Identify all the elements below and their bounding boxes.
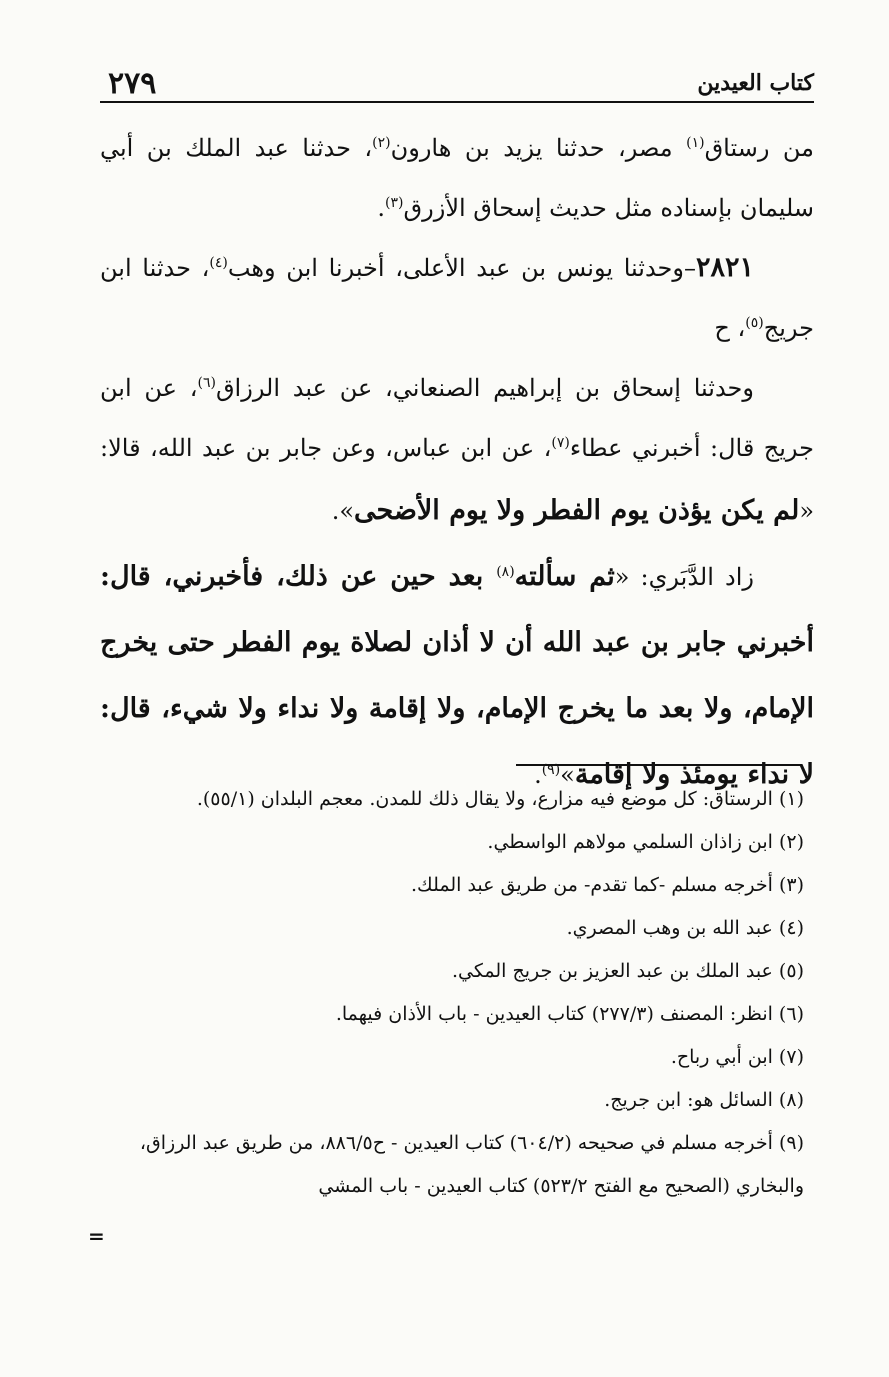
text-run: . (377, 194, 386, 222)
paragraph-continuation (100, 118, 814, 238)
footnote-1: (١) الرستاق: كل موضع فيه مزارع، ولا يقال ذلك للمدن. معجم البلدان (٥٥/١). (196, 788, 804, 810)
hadith-matn: لم يكن يؤذن يوم الفطر ولا يوم الأضحى (354, 495, 800, 526)
text-run: وحدثنا إسحاق بن إبراهيم الصنعاني، عن عبد الرزاق (215, 374, 754, 402)
hadith-number: ٢٨٢١ (695, 252, 754, 283)
text-run: مصر، حدثنا يزيد بن هارون (390, 134, 687, 162)
footnotes (100, 778, 814, 1208)
text-run: ، ح (714, 314, 746, 342)
isnad-paragraph (100, 358, 814, 544)
text-run: ». (331, 497, 355, 525)
footnote-7: (٧) ابن أبي رباح. (670, 1046, 804, 1068)
footnote-5: (٥) عبد الملك بن عبد العزيز بن جريج المكي. (451, 960, 804, 982)
footnote-ref[interactable]: (٨) (496, 564, 515, 580)
footnote-ref[interactable]: (٤) (209, 255, 228, 271)
page-number: ٢٧٩ (108, 66, 157, 101)
continuation-mark: = (88, 1224, 105, 1248)
text-run: » (560, 761, 575, 789)
footnote-ref[interactable]: (١) (686, 135, 705, 151)
hadith-matn: ثم سألته (514, 561, 615, 592)
footnote-separator (516, 764, 802, 766)
text-run: ، حدثنا ابن جريج (100, 254, 814, 342)
footnote-ref[interactable]: (٢) (372, 135, 391, 151)
footnote-8: (٨) السائل هو: ابن جريج. (604, 1089, 804, 1111)
hadith-matn: بعد حين عن ذلك، فأخبرني، قال: أخبرني جابر بن عبد الله أن لا أذان لصلاة يوم الفطر حتى يخرج الإمام، ولا بعد ما يخرج الإمام، ولا إقامة ولا نداء ولا شيء، قال: لا نداء يومئذ ولا إقامة (100, 561, 814, 790)
footnote-3: (٣) أخرجه مسلم -كما تقدم- من طريق عبد الملك. (411, 874, 804, 896)
chapter-title: كتاب العيدين (697, 70, 814, 96)
page-header (100, 66, 814, 102)
footnote-4: (٤) عبد الله بن وهب المصري. (566, 917, 804, 939)
main-text (100, 118, 814, 808)
text-run: زاد الدَّبَري: « (614, 563, 754, 591)
text-run: ، عن ابن عباس، وعن جابر بن عبد الله، قالا: « (100, 434, 814, 525)
footnote-9: (٩) أخرجه مسلم في صحيحه (٦٠٤/٢) كتاب العيدين - ح٨٨٦/٥، من طريق عبد الرزاق، والبخاري (الصحيح مع الفتح ٥٢٣/٢) كتاب العيدين - باب المشي (139, 1132, 804, 1197)
footnote-2: (٢) ابن زاذان السلمي مولاهم الواسطي. (487, 831, 804, 853)
text-run: من رستاق (704, 134, 815, 162)
text-run: . (534, 761, 542, 789)
hadith-2821 (100, 238, 814, 358)
text-run: ، عن ابن جريج قال: أخبرني عطاء (100, 374, 814, 462)
text-run: ، حدثنا عبد الملك بن أبي سليمان بإسناده مثل حديث إسحاق الأزرق (100, 134, 814, 222)
footnote-ref[interactable]: (٦) (197, 375, 216, 391)
footnote-ref[interactable]: (٣) (385, 195, 404, 211)
addition-paragraph (100, 544, 814, 808)
header-rule (100, 101, 814, 103)
footnote-6: (٦) انظر: المصنف (٢٧٧/٣) كتاب العيدين - باب الأذان فيهما. (335, 1003, 804, 1025)
text-run: –وحدثنا يونس بن عبد الأعلى، أخبرنا ابن وهب (227, 254, 696, 282)
footnote-ref[interactable]: (٩) (541, 762, 561, 778)
footnote-ref[interactable]: (٥) (745, 315, 764, 331)
footnote-ref[interactable]: (٧) (551, 435, 570, 451)
